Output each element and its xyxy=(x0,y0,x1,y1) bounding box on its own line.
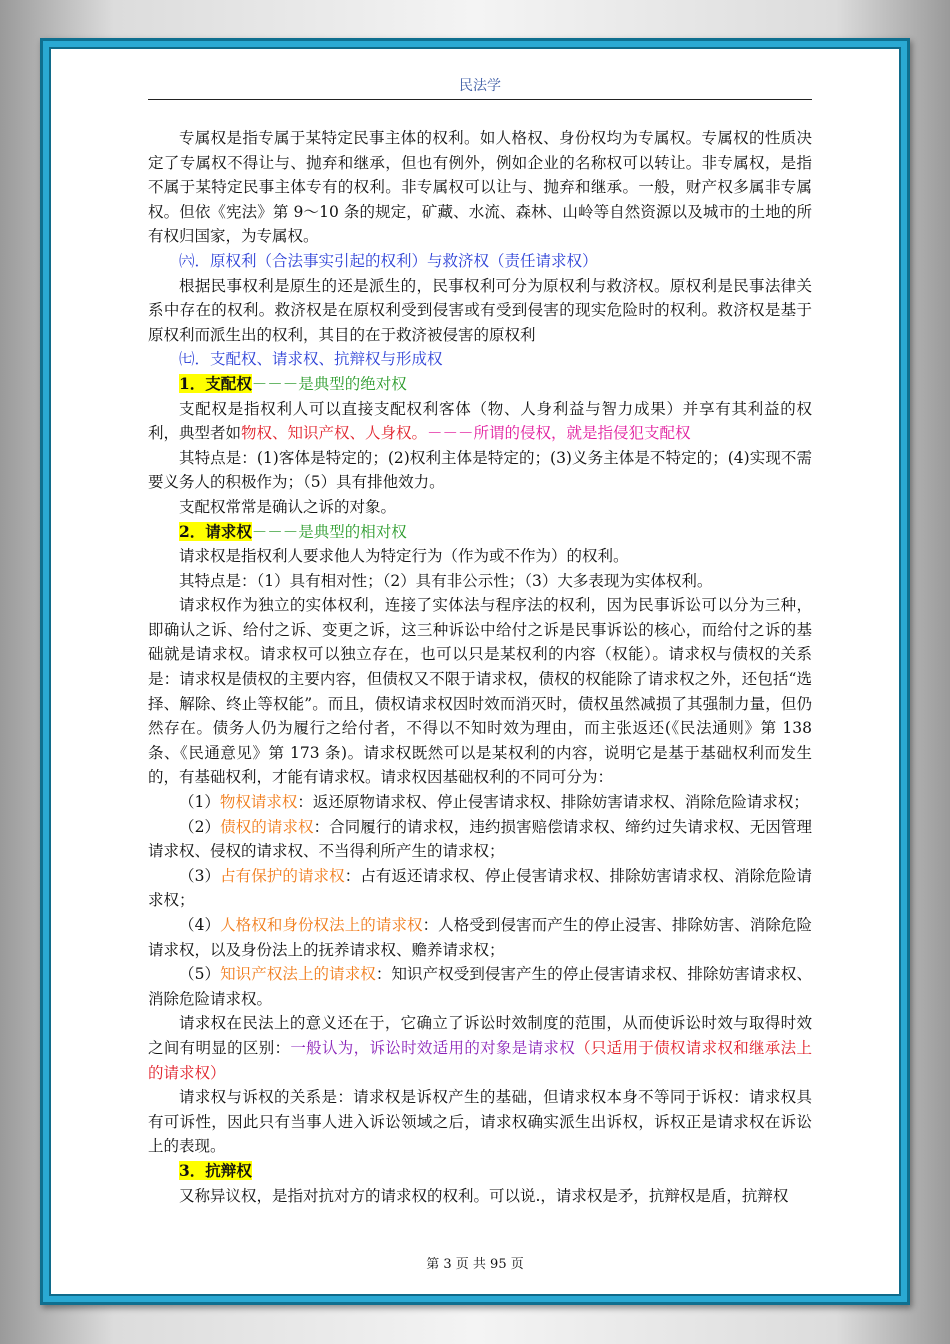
subheading-defense-right xyxy=(148,1159,812,1184)
section-heading-7: ㈦．支配权、请求权、抗辩权与形成权 xyxy=(179,350,443,369)
page-border-frame xyxy=(40,38,910,1305)
subheading-dominion-right xyxy=(148,372,812,397)
list-item xyxy=(148,962,812,1011)
list-item xyxy=(148,913,812,962)
text-span: 支配权是指权利人可以直接支配权利客体（物、人身利益与智力成果）并享有其利益的权利，典型者如 xyxy=(148,399,812,443)
list-text: ：人格受到侵害而产生的停止浸害、排除妨害、消除危险请求权，以及身份法上的抚养请求权、赡养请求权； xyxy=(148,916,812,959)
highlight-text: 物权、知识产权、人身权 xyxy=(241,424,412,443)
list-item xyxy=(148,864,812,913)
text-span: 。 xyxy=(411,424,428,443)
list-item xyxy=(148,815,812,864)
list-number: （5） xyxy=(179,965,221,984)
list-text: ：占有返还请求权、停止侵害请求权、排除妨害请求权、消除危险请求权； xyxy=(148,866,812,910)
subheading-label: 2．请求权 xyxy=(179,521,252,541)
page-number: 第 3 页 共 95 页 xyxy=(426,1257,524,1272)
subheading-label: 3．抗辩权 xyxy=(179,1160,252,1180)
document-page xyxy=(49,47,901,1296)
page-content xyxy=(148,126,812,1208)
list-term: 占有保护的请求权 xyxy=(220,866,345,885)
list-term: 知识产权法上的请求权 xyxy=(220,965,376,984)
list-term: 债权的请求权 xyxy=(220,817,314,836)
list-term: 物权请求权 xyxy=(219,793,298,812)
paragraph-dominion-features: 其特点是：(1)客体是特定的；(2)权利主体是特定的；(3)义务主体是不特定的；(4)实现不需要义务人的积极作为；（5）具有排他效力。 xyxy=(148,448,812,492)
highlight-text: （只适用于债权请求权和继承法上的请求权） xyxy=(148,1038,812,1082)
list-number: （1） xyxy=(179,793,220,812)
paragraph-dominion-lawsuit: 支配权常常是确认之诉的对象。 xyxy=(179,497,397,516)
subheading-claim-right xyxy=(148,520,812,545)
list-text: ：返还原物请求权、停止侵害请求权、排除妨害请求权、消除危险请求权； xyxy=(297,793,809,812)
list-text: ：合同履行的请求权，违约损害赔偿请求权、缔约过失请求权、无因管理请求权、侵权的请求权、不当得利所产生的请求权； xyxy=(148,817,812,861)
subheading-note: －－－是典型的绝对权 xyxy=(251,374,407,393)
list-item xyxy=(148,790,812,815)
paragraph-dominion-definition xyxy=(148,397,812,446)
highlight-text: －－－所谓的侵权，就是指侵犯支配权 xyxy=(427,424,691,443)
paragraph-limitation xyxy=(148,1011,812,1085)
paragraph-defense-definition: 又称异议权，是指对抗对方的请求权的权利。可以说.，请求权是矛，抗辩权是盾，抗辩权 xyxy=(179,1186,789,1205)
paragraph-claim-detail: 请求权作为独立的实体权利，连接了实体法与程序法的权利，因为民事诉讼可以分为三种，即确认之诉、给付之诉、变更之诉，这三种诉讼中给付之诉是民事诉讼的核心，而给付之诉的基础就是请求权。请求权可以独立存在，也可以只是某权利的内容（权能）。请求权与债权的关系是：请求权是债权的主要内容，但债权又不限于请求权，债权的权能除了请求权之外，还包括“选择、解除、终止等权能”。而且，债权请求权因时效而消灭时，债权虽然减损了其强制力量，但仍然存在。债务人仍为履行之给付者，不得以不知时效为理由，而主张返还(《民法通则》第 138 条、《民通意见》第 173 条)。请求权既然可以是某权利的内容，说明它是基于基础权利而发生的，有基础权利，才能有请求权。请求权因基础权利的不同可分为： xyxy=(148,596,812,787)
text-span: 请求权在民法上的意义还在于，它确立了诉讼时效制度的范围，从而使诉讼时效与取得时效之间有明显的区别： xyxy=(148,1014,812,1057)
paragraph-claim-vs-litigation: 请求权与诉权的关系是：请求权是诉权产生的基础，但请求权本身不等同于诉权：请求权具有可诉性，因此只有当事人进入诉讼领域之后，请求权确实派生出诉权，诉权正是请求权在诉讼上的表现。 xyxy=(148,1088,812,1156)
list-number: （4） xyxy=(179,916,221,934)
list-number: （3） xyxy=(179,866,221,885)
list-text: ：知识产权受到侵害产生的停止侵害请求权、排除妨害请求权、消除危险请求权。 xyxy=(148,965,812,1008)
paragraph-claim-features: 其特点是：（1）具有相对性；（2）具有非公示性；（3）大多表现为实体权利。 xyxy=(179,571,713,590)
highlight-text: 一般认为，诉讼时效适用的对象是请求权 xyxy=(290,1038,576,1057)
paragraph-exclusive-rights: 专属权是指专属于某特定民事主体的权利。如人格权、身份权均为专属权。专属权的性质决定了专属权不得让与、抛弃和继承，但也有例外，例如企业的名称权可以转让。非专属权，是指不属于某特定民事主体专有的权利。非专属权可以让与、抛弃和继承。一般，财产权多属非专属权。但依《宪法》第 9～10 条的规定，矿藏、水流、森林、山岭等自然资源以及城市的土地的所有权归国家，为专属权。 xyxy=(148,129,812,246)
section-heading-6: ㈥．原权利（合法事实引起的权利）与救济权（责任请求权） xyxy=(179,251,598,270)
subheading-note: －－－是典型的相对权 xyxy=(251,522,407,541)
paragraph-claim-definition: 请求权是指权利人要求他人为特定行为（作为或不作为）的权利。 xyxy=(179,547,629,566)
subheading-label: 1．支配权 xyxy=(179,373,252,393)
paragraph-original-rights: 根据民事权利是原生的还是派生的，民事权利可分为原权利与救济权。原权利是民事法律关系中存在的权利。救济权是在原权利受到侵害或有受到侵害的现实危险时的权利。救济权是基于原权利而派生出的权利，其目的在于救济被侵害的原权利 xyxy=(148,276,812,344)
page-header: 民法学 xyxy=(148,75,812,100)
list-number: （2） xyxy=(179,817,221,836)
list-term: 人格权和身份权法上的请求权 xyxy=(220,916,423,934)
